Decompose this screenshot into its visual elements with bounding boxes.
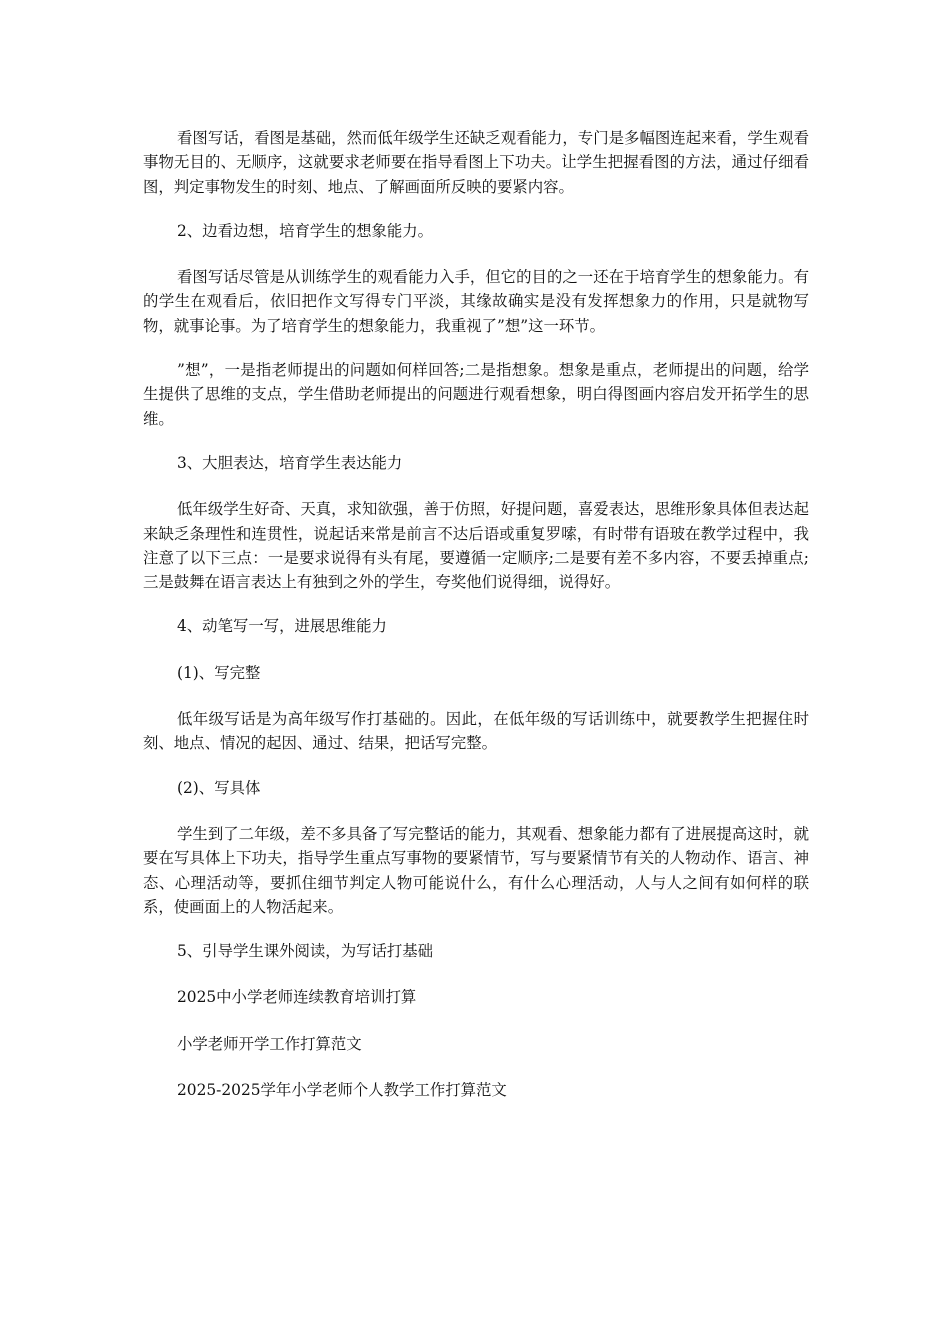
related-article-link-2[interactable]: 小学老师开学工作打算范文 — [177, 1034, 362, 1053]
paragraph-imagination: 看图写话尽管是从训练学生的观看能力入手，但它的目的之一还在于培育学生的想象能力。有的学生在观看后，依旧把作文写得专门平淡，其缘故确实是没有发挥想象力的作用，只是就物写物，就事论事。为了培育学生的想象能力，我重视了”想”这一环节。 — [143, 268, 809, 335]
document-body — [143, 126, 809, 1124]
paragraph-expression: 低年级学生好奇、天真，求知欲强，善于仿照，好提问题，喜爱表达，思维形象具体但表达起来缺乏条理性和连贯性，说起话来常是前言不达后语或重复罗嗦，有时带有语玻在教学过程中，我注意了以下三点：一是要求说得有头有尾，要遵循一定顺序;二是要有差不多内容，不要丢掉重点;三是鼓舞在语言表达上有独到之外的学生，夸奖他们说得细，说得好。 — [143, 500, 809, 592]
subheading-complete: (1)、写完整 — [177, 663, 261, 682]
section-heading-3: 3、大胆表达，培育学生表达能力 — [177, 453, 403, 472]
paragraph-think: ”想”，一是指老师提出的问题如何样回答;二是指想象。想象是重点，老师提出的问题，给学生提供了思维的支点，学生借助老师提出的问题进行观看想象，明白得图画内容启发开拓学生的思维。 — [143, 361, 809, 428]
section-heading-5: 5、引导学生课外阅读，为写话打基础 — [177, 942, 434, 961]
paragraph-complete: 低年级写话是为高年级写作打基础的。因此，在低年级的写话训练中，就要教学生把握住时刻、地点、情况的起因、通过、结果，把话写完整。 — [143, 710, 809, 753]
related-article-link-3[interactable]: 2025-2025学年小学老师个人教学工作打算范文 — [177, 1081, 507, 1100]
section-heading-4: 4、动笔写一写，进展思维能力 — [177, 617, 387, 636]
paragraph-concrete: 学生到了二年级，差不多具备了写完整话的能力，其观看、想象能力都有了进展提高这时，就要在写具体上下功夫，指导学生重点写事物的要紧情节，写与要紧情节有关的人物动作、语言、神态、心理活动等，要抓住细节判定人物可能说什么，有什么心理活动，人与人之间有如何样的联系，使画面上的人物活起来。 — [143, 824, 809, 916]
related-article-link-1[interactable]: 2025中小学老师连续教育培训打算 — [177, 988, 417, 1007]
section-heading-2: 2、边看边想，培育学生的想象能力。 — [177, 221, 434, 240]
paragraph-intro: 看图写话，看图是基础，然而低年级学生还缺乏观看能力，专门是多幅图连起来看，学生观看事物无目的、无顺序，这就要求老师要在指导看图上下功夫。让学生把握看图的方法，通过仔细看图，判定事物发生的时刻、地点、了解画面所反映的要紧内容。 — [143, 129, 809, 196]
subheading-concrete: (2)、写具体 — [177, 778, 261, 797]
